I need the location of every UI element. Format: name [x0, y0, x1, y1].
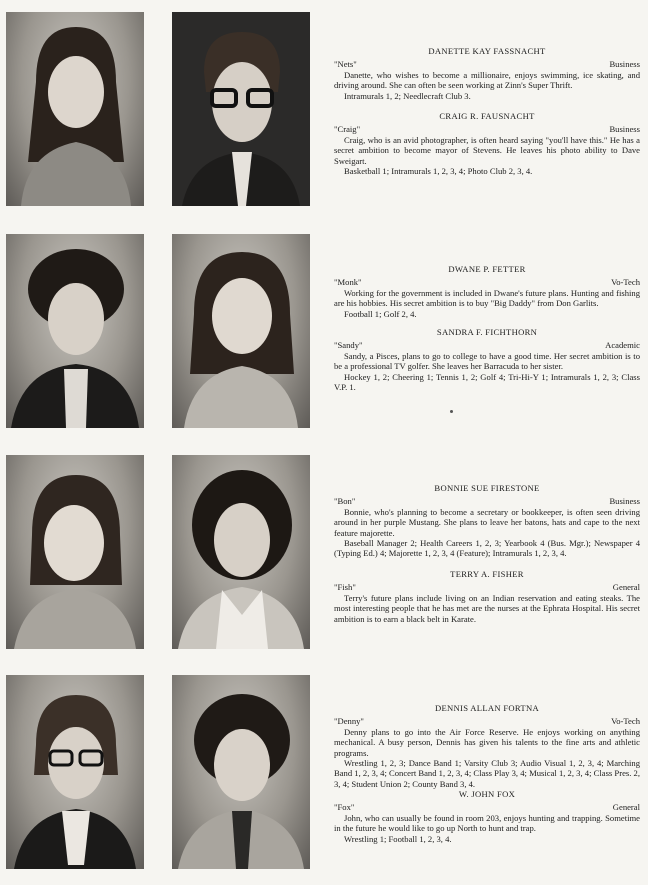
student-activities: Intramurals 1, 2; Needlecraft Club 3. [344, 90, 471, 101]
student-activities: Wrestling 1; Football 1, 2, 3, 4. [344, 833, 452, 844]
student-activities: Baseball Manager 2; Health Careers 1, 2, 3; Yearbook 4 (Bus. Mgr.); Newspaper 4 (Typing Ed.) 4; Majorette 1, 2, 3, 4 (Feature); Intramurals 1, 2, 3, 4. [334, 538, 640, 559]
student-course: General [612, 582, 640, 593]
student-course: Academic [605, 340, 640, 351]
portrait-dwane-fetter [6, 234, 144, 428]
entry-danette-fassnacht [334, 46, 640, 101]
student-name: W. JOHN FOX [458, 789, 516, 799]
student-bio: Bonnie, who's planning to become a secretary or bookkeeper, is often seen driving around in her purple Mustang. She plans to leave her batons, hats and cape to the next feature majorette. [334, 506, 640, 538]
portrait-terry-fisher [172, 455, 310, 649]
student-nickname: "Nets" [334, 59, 357, 70]
portrait-sandra-fichthorn [172, 234, 310, 428]
entry-sandra-fichthorn [334, 327, 640, 392]
student-nickname: "Monk" [334, 277, 362, 288]
student-course: Business [609, 124, 640, 135]
student-activities: Basketball 1; Intramurals 1, 2, 3, 4; Photo Club 2, 3, 4. [344, 166, 533, 177]
student-nickname: "Craig" [334, 124, 361, 135]
student-bio: Sandy, a Pisces, plans to go to college to have a good time. Her secret ambition is to be a professional TV golfer. She leaves her Barracuda to her sister. [334, 350, 640, 372]
student-name: TERRY A. FISHER [450, 569, 524, 579]
student-course: Business [609, 59, 640, 70]
student-nickname: "Sandy" [334, 340, 363, 351]
student-name: BONNIE SUE FIRESTONE [434, 483, 540, 493]
student-course: Business [609, 496, 640, 507]
portrait-danette-fassnacht [6, 12, 144, 206]
student-activities: Football 1; Golf 2, 4. [344, 308, 417, 319]
student-bio: Craig, who is an avid photographer, is often heard saying "you'll have this." He has a secret ambition to become mayor of Stevens. He leaves his photo ability to Dave Sweigart. [334, 134, 640, 166]
student-name: DANETTE KAY FASSNACHT [428, 46, 546, 56]
student-activities: Wrestling 1, 2, 3; Dance Band 1; Varsity Club 3; Audio Visual 1, 2, 3, 4; Marching Band 1, 2, 3, 4; Concert Band 1, 2, 3, 4; Class Play 3, 4; Musical 1, 2, 3, 4; Class Pres. 2, 3, 4; Student Union 2; County Band 3, 4. [334, 758, 640, 789]
student-nickname: "Bon" [334, 496, 356, 507]
student-nickname: "Fish" [334, 582, 356, 593]
entry-terry-fisher [334, 569, 640, 624]
page-dot [450, 410, 453, 413]
entry-bonnie-firestone [334, 483, 640, 559]
entry-dwane-fetter [334, 264, 640, 319]
portrait-craig-fausnacht [172, 12, 310, 206]
student-course: General [612, 802, 640, 813]
student-course: Vo-Tech [611, 277, 640, 288]
student-name: CRAIG R. FAUSNACHT [439, 111, 535, 121]
entry-john-fox [334, 789, 640, 844]
student-name: DENNIS ALLAN FORTNA [434, 703, 539, 713]
entry-dennis-fortna [334, 703, 640, 789]
portrait-john-fox [172, 675, 310, 869]
student-activities: Hockey 1, 2; Cheering 1; Tennis 1, 2; Golf 4; Tri-Hi-Y 1; Intramurals 1, 2, 3; Class V.P. 1. [334, 371, 640, 393]
entry-craig-fausnacht [334, 111, 640, 176]
student-name: SANDRA F. FICHTHORN [436, 327, 538, 337]
student-nickname: "Fox" [334, 802, 355, 813]
student-bio: Terry's future plans include living on an Indian reservation and eating steaks. The most interesting people that he has met are the nurses at the Ephrata Hospital. His secret ambition is to earn a black belt in Karate. [334, 592, 640, 624]
student-name: DWANE P. FETTER [448, 264, 526, 274]
student-bio: Denny plans to go into the Air Force Reserve. He enjoys working on anything mechanical. A busy person, Dennis has given his talents to the fine arts and athletic programs. [334, 726, 640, 758]
student-nickname: "Denny" [334, 716, 364, 727]
student-course: Vo-Tech [611, 716, 640, 727]
portrait-dennis-fortna [6, 675, 144, 869]
student-bio: Danette, who wishes to become a millionaire, enjoys swimming, ice skating, and driving around. She can often be seen working at Zinn's Super Thrift. [334, 69, 640, 91]
student-bio: John, who can usually be found in room 203, enjoys hunting and trapping. Sometime in the future he would like to go up North to hunt and trap. [334, 812, 640, 834]
student-bio: Working for the government is included in Dwane's future plans. Hunting and fishing are his hobbies. His secret ambition is to buy "Big Daddy" from Don Garlits. [334, 287, 640, 309]
portrait-bonnie-firestone [6, 455, 144, 649]
